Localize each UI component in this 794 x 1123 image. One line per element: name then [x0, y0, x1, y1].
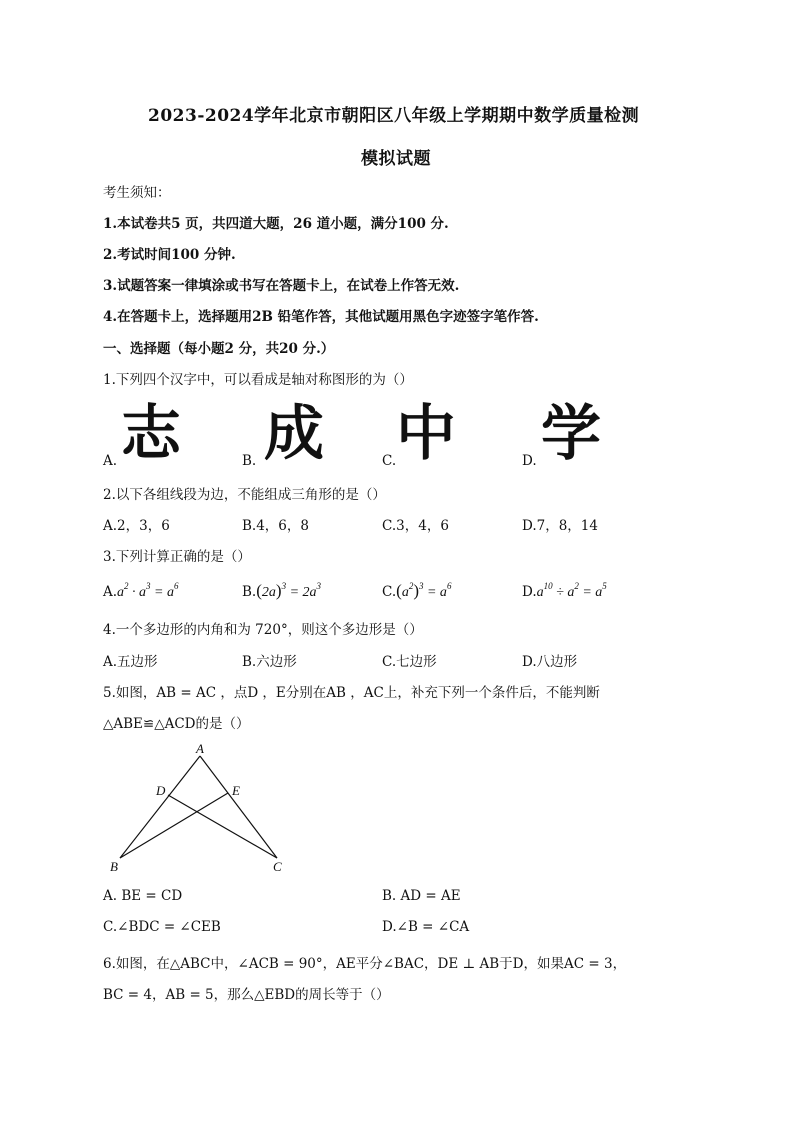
- question-5-option-a: A. BE = CD: [103, 888, 183, 904]
- question-3-option-a: [103, 581, 179, 601]
- question-2-option-c: C.3，4，6: [382, 518, 449, 534]
- question-2-stem: 2.以下各组线段为边，不能组成三角形的是（）: [103, 487, 386, 503]
- side-ac: [200, 756, 277, 858]
- option-d-formula: $a^{10} \div a^2 = a^5$: [536, 581, 607, 600]
- option-a-label: A.: [103, 453, 118, 469]
- question-6-stem-line1: 6.如图，在△ABC中，∠ACB = 90°，AE平分∠BAC，DE ⊥ AB于D，如果AC = 3，: [103, 956, 627, 972]
- question-3-option-b: [242, 581, 321, 601]
- question-5-option-d: D.∠B = ∠CA: [382, 919, 470, 935]
- question-3-option-c: [382, 581, 451, 601]
- notice-heading: 考生须知：: [103, 185, 171, 201]
- option-c-label: C.: [382, 584, 397, 600]
- vertex-b-label: B: [110, 859, 118, 874]
- option-a-formula: $a^2 \cdot a^3 = a^6$: [117, 581, 179, 600]
- question-3-option-d: [522, 581, 607, 601]
- segment-be: [120, 793, 228, 858]
- option-c-label: C.: [382, 453, 397, 469]
- vertex-c-label: C: [273, 859, 282, 874]
- option-b-label: B.: [242, 453, 257, 469]
- question-4-option-b: B.六边形: [242, 654, 297, 670]
- point-d-label: D: [156, 783, 166, 798]
- option-d-label: D.: [522, 584, 537, 600]
- question-4-option-a: A.五边形: [103, 654, 158, 670]
- question-1-stem: 1.下列四个汉字中，可以看成是轴对称图形的为（）: [103, 372, 413, 388]
- segment-cd: [168, 795, 277, 858]
- question-4-stem: 4.一个多边形的内角和为 720°，则这个多边形是（）: [103, 622, 423, 638]
- question-2-option-b: B.4，6，8: [242, 518, 309, 534]
- option-b-char: 成: [264, 399, 324, 469]
- option-b-formula: $(2a)^3 = 2a^3$: [256, 581, 322, 600]
- question-5-stem-line2: △ABE≌△ACD的是（）: [103, 716, 250, 732]
- question-5-option-c: C.∠BDC = ∠CEB: [103, 919, 221, 935]
- option-d-label: D.: [522, 453, 537, 469]
- option-a-label: A.: [103, 584, 118, 600]
- question-5-figure: [103, 738, 303, 878]
- section-heading: 一、选择题（每小题2 分，共20 分.）: [103, 341, 335, 357]
- notice-item-3: 3.试题答案一律填涂或书写在答题卡上，在试卷上作答无效.: [103, 278, 460, 294]
- question-4-option-d: D.八边形: [522, 654, 578, 670]
- notice-item-4: 4.在答题卡上，选择题用2B 铅笔作答，其他试题用黑色字迹签字笔作答.: [103, 309, 539, 325]
- option-c-char: 中: [396, 399, 456, 469]
- question-6-stem-line2: BC = 4，AB = 5，那么△EBD的周长等于（）: [103, 987, 390, 1003]
- question-4-option-c: C.七边形: [382, 654, 437, 670]
- notice-item-2: 2.考试时间100 分钟.: [103, 247, 236, 263]
- point-e-label: E: [232, 783, 240, 798]
- question-5-option-b: B. AD = AE: [382, 888, 461, 904]
- option-a-char: 志: [121, 399, 181, 469]
- page-title: 2023-2024学年北京市朝阳区八年级上学期期中数学质量检测: [148, 106, 640, 126]
- option-c-formula: $(a^2)^3 = a^6$: [396, 581, 452, 600]
- question-3-stem: 3.下列计算正确的是（）: [103, 549, 251, 565]
- vertex-a-label: A: [196, 741, 204, 756]
- question-2-option-d: D.7，8，14: [522, 518, 598, 534]
- question-2-option-a: A.2，3，6: [103, 518, 170, 534]
- option-d-char: 学: [541, 399, 601, 469]
- option-b-label: B.: [242, 584, 257, 600]
- notice-item-1: 1.本试卷共5 页，共四道大题，26 道小题，满分100 分.: [103, 216, 449, 232]
- question-5-stem-line1: 5.如图，AB = AC ，点D ，E分别在AB ，AC上，补充下列一个条件后，不能判断: [103, 685, 600, 701]
- page-subtitle: 模拟试题: [361, 149, 431, 169]
